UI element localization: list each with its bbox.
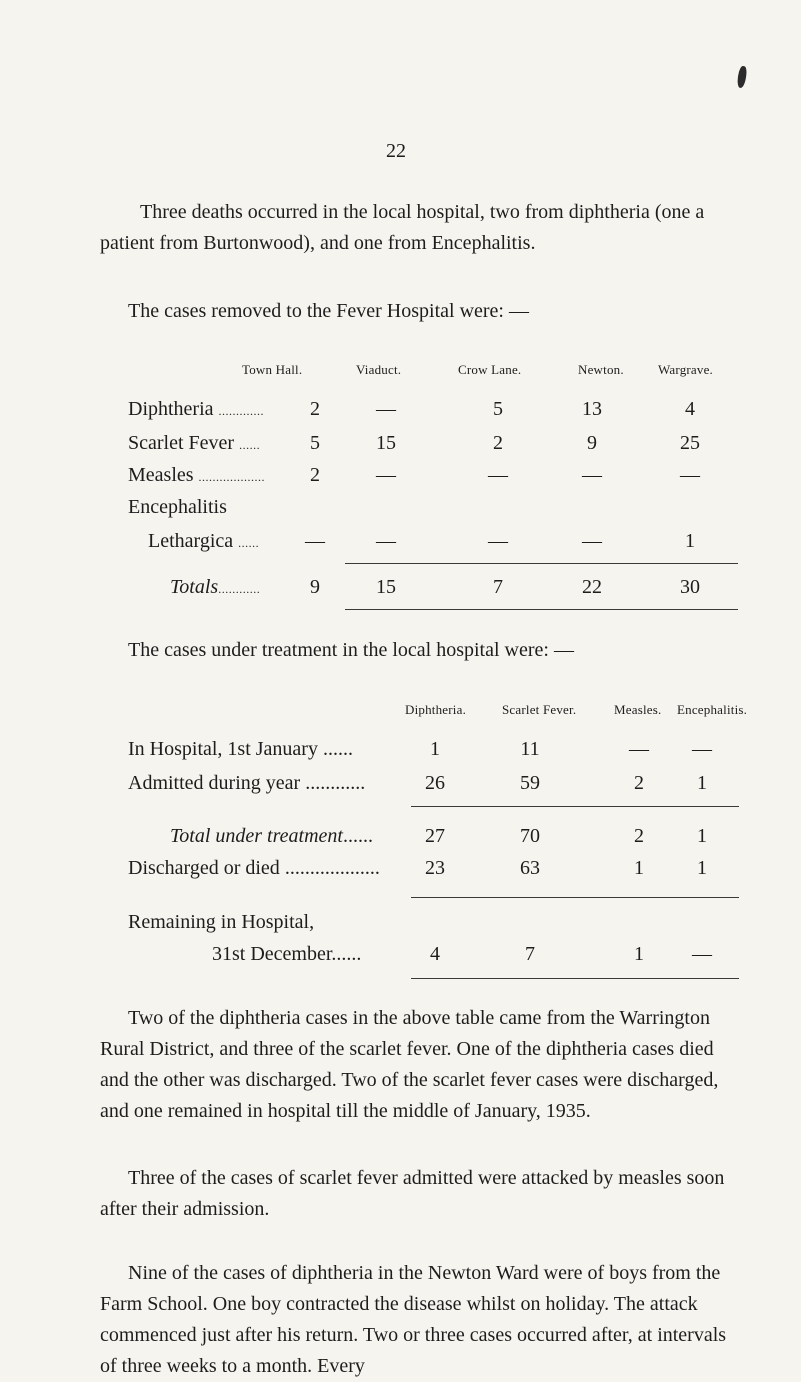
divider: [345, 563, 738, 564]
table-cell: 2: [634, 825, 644, 847]
table-cell: 25: [680, 432, 700, 454]
table-cell: 2: [310, 398, 320, 420]
table-cell: 5: [310, 432, 320, 454]
totals-cell: 30: [680, 576, 700, 598]
table-cell: —: [488, 530, 508, 552]
ink-blot: [737, 66, 748, 89]
col-header-diphtheria: Diphtheria.: [405, 702, 467, 717]
table-cell: 15: [376, 432, 396, 454]
table-cell: —: [582, 464, 602, 486]
table-row-label: Total under treatment......: [170, 825, 373, 847]
col-header-scarlet-fever: Scarlet Fever.: [502, 702, 577, 717]
divider: [411, 978, 739, 979]
table-row-label-cont: 31st December......: [212, 943, 362, 965]
table-cell: —: [629, 738, 649, 760]
paragraph-warrington: [100, 1003, 740, 1127]
table-cell: 1: [697, 857, 707, 879]
col-header-town-hall: Town Hall.: [242, 362, 303, 377]
paragraph-fever-hospital-text: The cases removed to the Fever Hospital were: —: [128, 300, 529, 322]
paragraph-fever-hospital: [100, 296, 740, 327]
table-cell: 2: [493, 432, 503, 454]
paragraph-local-hospital-text: The cases under treatment in the local hospital were: —: [128, 639, 574, 661]
table-row-label: Discharged or died ...................: [128, 857, 380, 879]
totals-cell: 22: [582, 576, 602, 598]
table-cell: 9: [587, 432, 597, 454]
col-header-newton: Newton.: [578, 362, 624, 377]
table-cell: 1: [697, 772, 707, 794]
table-cell: 27: [425, 825, 445, 847]
table-row-label: Measles ...................: [128, 464, 266, 486]
table-cell: 2: [310, 464, 320, 486]
table-cell: 1: [685, 530, 695, 552]
table-cell: —: [376, 398, 396, 420]
table-cell: 7: [525, 943, 535, 965]
table-cell: —: [488, 464, 508, 486]
table-cell: 11: [520, 738, 540, 760]
table-cell: 26: [425, 772, 445, 794]
divider: [411, 897, 739, 898]
table-cell: 1: [430, 738, 440, 760]
page-number: 22: [386, 140, 406, 162]
divider: [345, 609, 738, 610]
paragraph-warrington-text: Two of the diphtheria cases in the above table came from the Warrington Rural District, and three of the scarlet fever. One of the diphtheria cases died and the other was discharged. Two of the scarlet fever cases were discharged, and one remained in hospital till the middle of January, 1935.: [100, 1007, 719, 1122]
table-cell: —: [376, 530, 396, 552]
table-row-label: Diphtheria .............: [128, 398, 265, 420]
table-cell: 2: [634, 772, 644, 794]
col-header-measles: Measles.: [614, 702, 662, 717]
paragraph-measles: [100, 1163, 740, 1225]
table-cell: 59: [520, 772, 540, 794]
table-cell: 5: [493, 398, 503, 420]
col-header-crow-lane: Crow Lane.: [458, 362, 522, 377]
table-cell: 1: [697, 825, 707, 847]
table-cell: 13: [582, 398, 602, 420]
table-cell: 70: [520, 825, 540, 847]
table-cell: —: [305, 530, 325, 552]
totals-cell: 9: [310, 576, 320, 598]
table-cell: —: [376, 464, 396, 486]
paragraph-local-hospital: [100, 635, 740, 666]
totals-cell: 15: [376, 576, 396, 598]
paragraph-newton-ward: [100, 1258, 740, 1382]
col-header-viaduct: Viaduct.: [356, 362, 402, 377]
table-cell: 63: [520, 857, 540, 879]
divider: [411, 806, 739, 807]
table-cell: 1: [634, 943, 644, 965]
table-cell: 4: [430, 943, 440, 965]
table-cell: —: [680, 464, 700, 486]
paragraph-deaths-text: Three deaths occurred in the local hospital, two from diphtheria (one a patient from Burtonwood), and one from Encephalitis.: [100, 201, 705, 254]
table-cell: 23: [425, 857, 445, 879]
paragraph-newton-ward-text: Nine of the cases of diphtheria in the Newton Ward were of boys from the Farm School. One boy contracted the disease whilst on holiday. The attack commenced just after his return. Two or three cases occurred after, at intervals of three weeks to a month. Every: [100, 1262, 727, 1377]
paragraph-measles-text: Three of the cases of scarlet fever admitted were attacked by measles soon after their admission.: [100, 1167, 725, 1220]
table-row-label: Scarlet Fever ......: [128, 432, 261, 454]
col-header-wargrave: Wargrave.: [658, 362, 714, 377]
totals-cell: 7: [493, 576, 503, 598]
table-cell: —: [692, 738, 712, 760]
col-header-encephalitis: Encephalitis.: [677, 702, 748, 717]
table-row-label: In Hospital, 1st January ......: [128, 738, 353, 760]
paragraph-deaths: [100, 197, 740, 259]
table-cell: 4: [685, 398, 695, 420]
totals-label: Totals............: [170, 576, 261, 598]
table-cell: —: [692, 943, 712, 965]
table-row-label: Admitted during year ............: [128, 772, 366, 794]
table-cell: —: [582, 530, 602, 552]
table-row-label-cont: Lethargica ......: [148, 530, 260, 552]
table-row-label: Remaining in Hospital,: [128, 911, 315, 933]
table-row-label: Encephalitis: [128, 496, 227, 518]
table-cell: 1: [634, 857, 644, 879]
